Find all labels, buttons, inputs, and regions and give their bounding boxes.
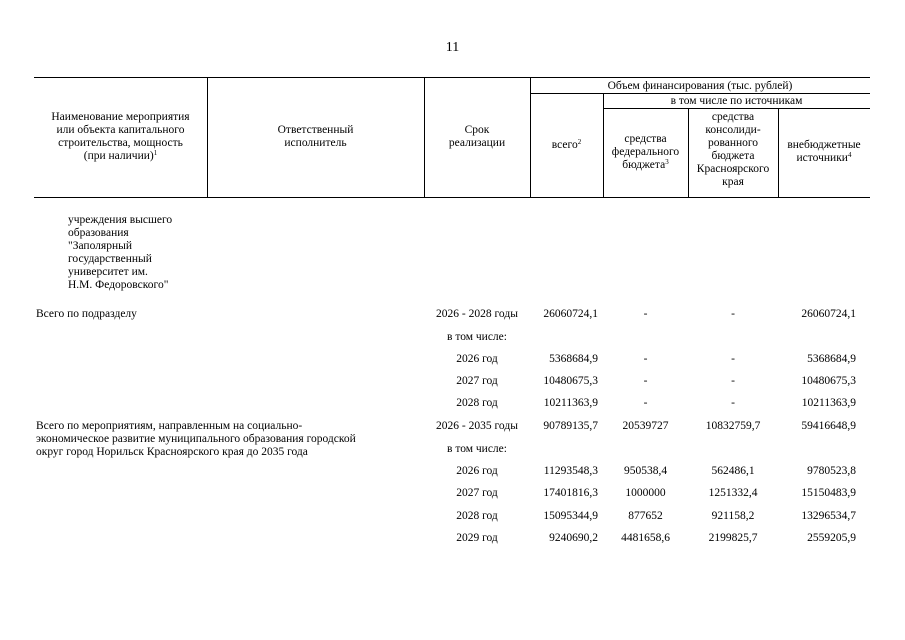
block1-row-extra: 5368684,9 — [807, 353, 856, 365]
block1-row-term: 2028 год — [456, 397, 498, 409]
header-regional-cell: средства консолиди- рованного бюджета Красноярского края — [696, 111, 770, 188]
block1-row-extra: 10480675,3 — [801, 375, 856, 387]
block2-row-term: 2028 год — [456, 510, 498, 522]
block2-title: Всего по мероприятиям, направленным на социально- экономическое развитие муниципального образования городской округ город Норильск Красноярского края до 2035 года — [36, 420, 356, 458]
block2-row-regional: 562486,1 — [711, 465, 755, 477]
block1-title: Всего по подразделу — [36, 308, 137, 320]
block1-row-federal: - — [643, 353, 648, 365]
block1-row-extra: 26060724,1 — [801, 308, 856, 320]
block2-row-regional: 10832759,7 — [705, 420, 761, 432]
block2-row-total: 17401816,3 — [543, 487, 598, 499]
fragment-text: учреждения высшего образования "Заполярный государственный университет им. Н.М. Федоровского" — [68, 214, 173, 291]
block2-row-regional: 921158,2 — [711, 510, 755, 522]
page-number: 11 — [445, 40, 460, 55]
block1-row-federal: - — [643, 397, 648, 409]
header-funding-cell: Объем финансирования (тыс. рублей) — [607, 80, 793, 92]
header-bottom-border — [34, 197, 870, 198]
block2-row-term: 2026 год — [456, 465, 498, 477]
block1-row-total: 5368684,9 — [549, 353, 598, 365]
block2-row-extra: 15150483,9 — [801, 487, 856, 499]
block2-row-federal: 877652 — [628, 510, 663, 522]
block1-row-total: 10211363,9 — [543, 397, 598, 409]
header-term-cell: Срок реализации — [448, 124, 506, 149]
col-divider-3 — [530, 77, 531, 198]
block2-row-federal: 950538,4 — [623, 465, 668, 477]
block1-row-extra: 10211363,9 — [801, 397, 856, 409]
block2-row-federal: 1000000 — [625, 487, 666, 499]
block1-row-term: 2026 год — [456, 353, 498, 365]
block1-row-term: 2026 - 2028 годы — [436, 308, 518, 320]
block2-row-total: 15095344,9 — [543, 510, 598, 522]
block2-including-label: в том числе: — [447, 443, 507, 455]
header-extra-cell: внебюджетные источники$^4$ — [787, 139, 861, 164]
block2-row-regional: 1251332,4 — [708, 487, 758, 499]
block2-row-federal: 4481658,6 — [621, 532, 670, 544]
block2-row-extra: 2559205,9 — [807, 532, 856, 544]
block1-row-federal: - — [643, 375, 648, 387]
block1-row-regional: - — [731, 397, 735, 409]
block1-row-term: 2027 год — [456, 375, 498, 387]
block1-row-federal: - — [643, 308, 648, 320]
block2-row-total: 9240690,2 — [549, 532, 598, 544]
block2-row-term: 2026 - 2035 годы — [436, 420, 518, 432]
block1-including-label: в том числе: — [447, 331, 507, 343]
block1-row-total: 26060724,1 — [543, 308, 598, 320]
block2-row-total: 11293548,3 — [543, 465, 598, 477]
block2-row-term: 2027 год — [456, 487, 498, 499]
block2-row-extra: 59416648,9 — [801, 420, 856, 432]
block2-row-term: 2029 год — [456, 532, 498, 544]
header-sources-cell: в том числе по источникам — [670, 95, 803, 107]
header-executor-cell: Ответственный исполнитель — [277, 124, 354, 149]
block1-row-regional: - — [731, 308, 735, 320]
block2-row-extra: 13296534,7 — [801, 510, 856, 522]
block2-row-total: 90789135,7 — [543, 420, 598, 432]
block2-row-extra: 9780523,8 — [807, 465, 856, 477]
header-total-cell: всего$^2$ — [551, 138, 582, 151]
block1-row-regional: - — [731, 375, 735, 387]
block1-row-regional: - — [731, 353, 735, 365]
header-name-cell: Наименование мероприятия или объекта капитального строительства, мощность (при наличии)$^1$ — [51, 111, 190, 162]
funding-subheader-line — [530, 93, 870, 94]
block2-row-federal: 20539727 — [622, 420, 669, 432]
header-top-border — [34, 77, 870, 78]
block2-row-regional: 2199825,7 — [708, 532, 758, 544]
header-federal-cell: средства федерального бюджета$^3$ — [611, 133, 680, 171]
sources-subheader-line — [603, 108, 870, 109]
block1-row-total: 10480675,3 — [543, 375, 598, 387]
